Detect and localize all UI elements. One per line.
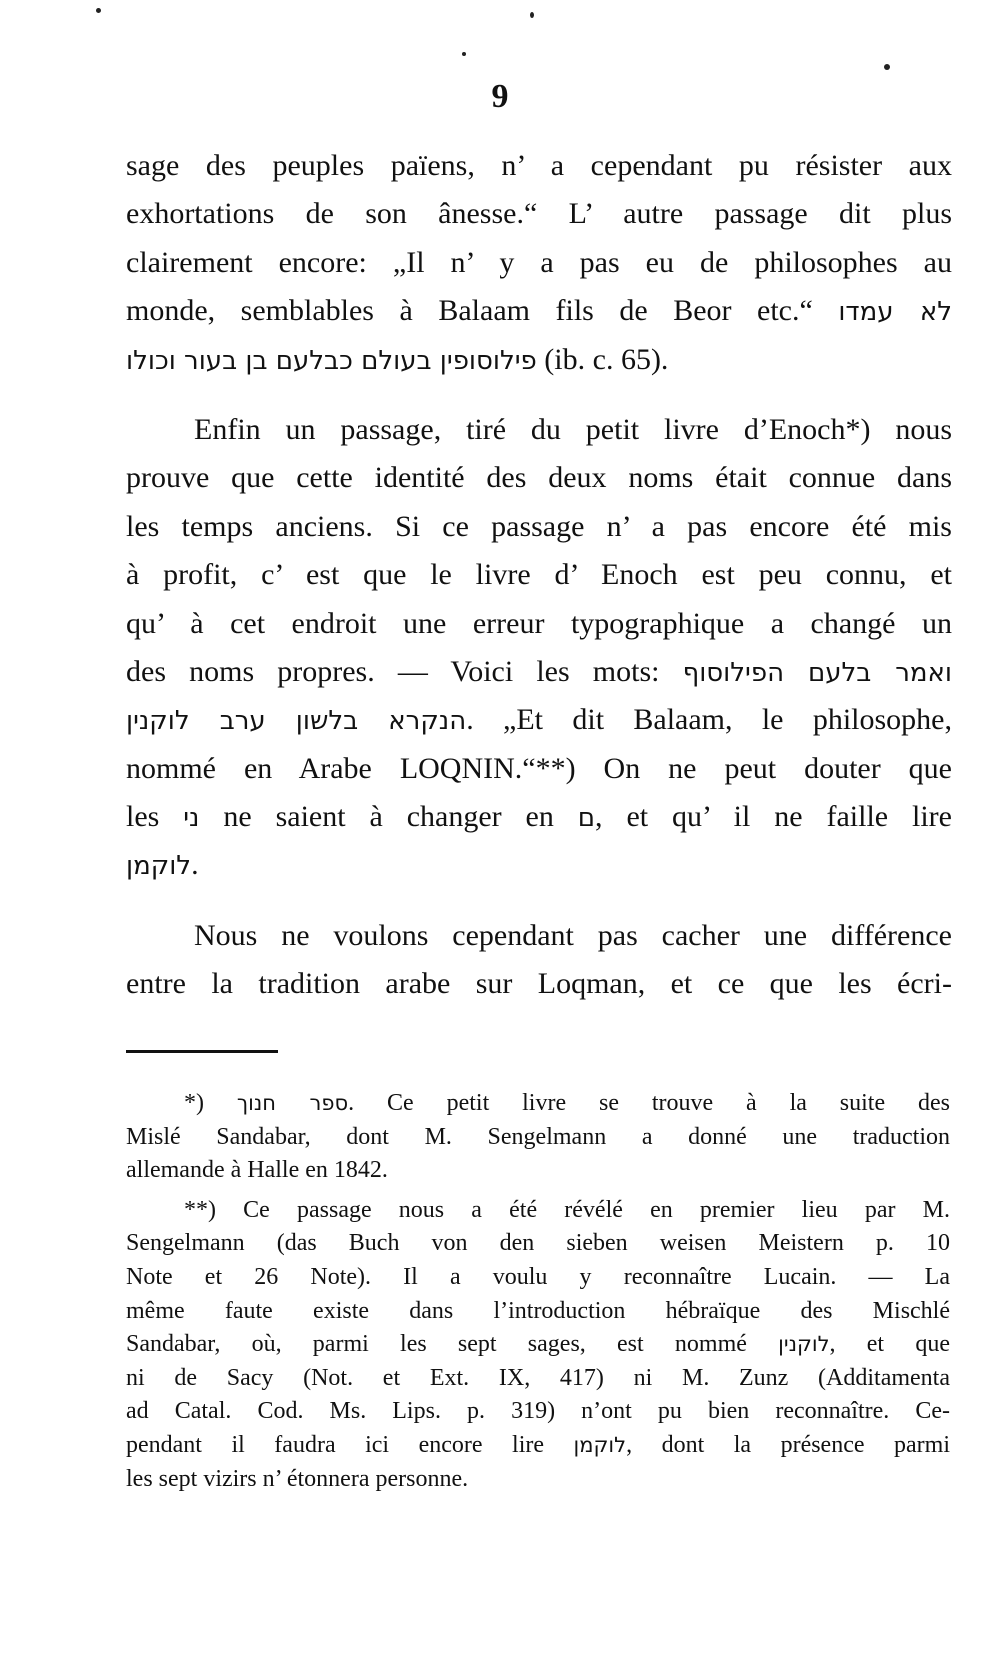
text-line: Nous ne voulons cependant pas cacher une différence	[194, 918, 952, 952]
footnote-line: ni de Sacy (Not. et Ext. IX, 417) ni M. Zunz (Additamenta	[126, 1364, 950, 1391]
footnote-divider	[126, 1050, 278, 1053]
footnote	[126, 1087, 950, 1188]
footnote-line: les sept vizirs n’ étonnera personne.	[126, 1465, 469, 1492]
text-line: les ני ne saient à changer en ם, et qu’ il ne faille lire	[126, 800, 952, 834]
paragraph	[126, 406, 952, 890]
page-number: 9	[491, 78, 509, 115]
paragraph	[126, 912, 952, 1009]
footnote-line: Sengelmann (das Buch von den sieben weisen Meistern p. 10	[126, 1230, 950, 1257]
stray-ink-mark	[530, 12, 534, 18]
text-line: sage des peuples païens, n’ a cependant pu résister aux	[126, 149, 952, 182]
text-line: à profit, c’ est que le livre d’ Enoch est peu connu, et	[126, 558, 952, 592]
text-line: clairement encore: „Il n’ y a pas eu de philosophes au	[126, 245, 952, 279]
text-line: entre la tradition arabe sur Loqman, et ce que les écri-	[126, 967, 952, 1001]
footnote-line: Sandabar, où, parmi les sept sages, est nommé לוקנין, et que	[126, 1331, 950, 1358]
main-text	[126, 142, 952, 1009]
paragraph	[126, 142, 952, 384]
stray-ink-mark	[884, 64, 890, 70]
text-line: les temps anciens. Si ce passage n’ a pas encore été mis	[126, 509, 952, 543]
text-line: prouve que cette identité des deux noms était connue dans	[126, 461, 952, 495]
footnote	[126, 1194, 950, 1496]
footnote-line: même faute existe dans l’introduction hébraïque des Mischlé	[126, 1297, 950, 1324]
footnotes	[126, 1087, 950, 1496]
stray-ink-mark	[96, 8, 101, 13]
text-line: פילוסופין בעולם כבלעם בן בעור וכולו (ib. c. 65).	[126, 342, 669, 376]
text-line: exhortations de son ânesse.“ L’ autre passage dit plus	[126, 197, 952, 231]
footnote-line: pendant il faudra ici encore lire לוקמן, dont la présence parmi	[126, 1431, 950, 1458]
stray-ink-mark	[462, 52, 466, 56]
text-line: des noms propres. — Voici les mots: ואמר בלעם הפילוסוף	[126, 654, 952, 688]
text-line: nommé en Arabe LOQNIN.“**) On ne peut douter que	[126, 751, 952, 785]
footnote-line: ad Catal. Cod. Ms. Lips. p. 319) n’ont pu bien reconnaître. Ce-	[126, 1398, 950, 1425]
text-line: הנקרא בלשון ערב לוקנין. „Et dit Balaam, le philosophe,	[126, 703, 952, 737]
footnote-line: *) ספר חנוך. Ce petit livre se trouve à la suite des	[184, 1090, 950, 1116]
text-line: qu’ à cet endroit une erreur typographique a changé un	[126, 606, 952, 640]
footnote-line: Note et 26 Note). Il a voulu y reconnaître Lucain. — La	[126, 1263, 950, 1290]
footnote-line: allemande à Halle en 1842.	[126, 1157, 388, 1184]
text-line: monde, semblables à Balaam fils de Beor etc.“ לא עמדו	[126, 294, 953, 328]
footnote-line: Mislé Sandabar, dont M. Sengelmann a donné une traduction	[126, 1123, 950, 1150]
text-line: Enfin un passage, tiré du petit livre d’Enoch*) nous	[194, 412, 952, 446]
footnote-line: **) Ce passage nous a été révélé en premier lieu par M.	[184, 1196, 950, 1223]
text-line: לוקמן.	[126, 848, 199, 882]
